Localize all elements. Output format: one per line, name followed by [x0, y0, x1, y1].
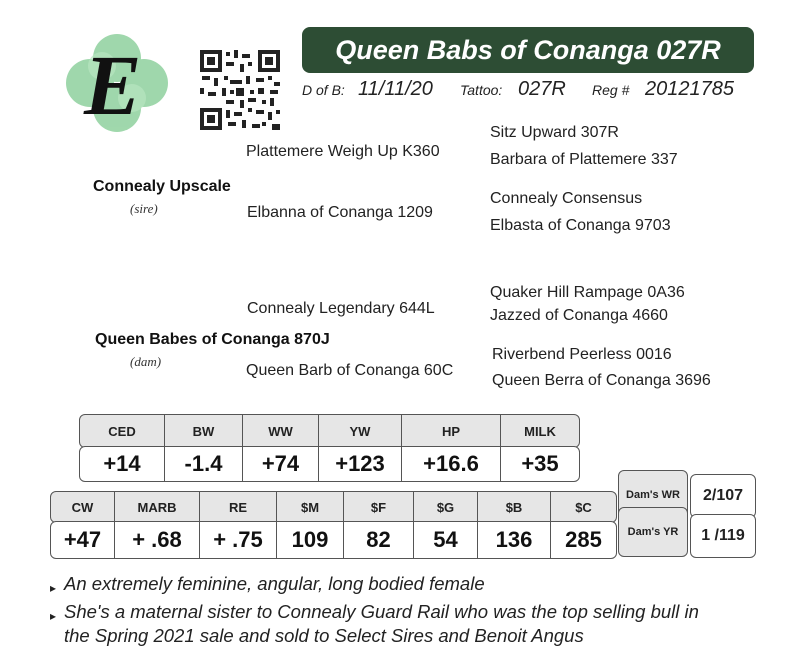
epd-header: MILK [524, 423, 556, 439]
pedigree-dam-role: (dam) [130, 354, 162, 369]
pedigree-sire: Connealy Upscale [93, 178, 231, 195]
epd-header: $G [414, 492, 478, 522]
epd-header: MARB [115, 492, 200, 522]
epd-header: $M [277, 492, 344, 522]
note-text: She's a maternal sister to Connealy Guard Rail who was the top selling bull in the Spring 2021 sale and sold to Select Sires and Benoit Angus [64, 601, 699, 646]
tattoo-label: Tattoo: [460, 82, 503, 98]
epd-value: +47 [51, 522, 115, 558]
pedigree-ds-dam: Jazzed of Conanga 4660 [490, 307, 668, 324]
epd-row2-headers [50, 491, 617, 523]
pedigree-dd-sire: Riverbend Peerless 0016 [492, 346, 672, 363]
tattoo-value: 027R [518, 78, 566, 100]
pedigree-ss-sire: Sitz Upward 307R [490, 124, 619, 141]
epd-header: $B [478, 492, 551, 522]
pedigree-sd-sire: Connealy Consensus [490, 190, 643, 207]
qr-code-icon[interactable] [200, 50, 280, 130]
pedigree-sd-dam: Elbasta of Conanga 9703 [490, 217, 671, 234]
epd-row1-values [79, 446, 580, 482]
epd-header: YW [319, 415, 402, 447]
epd-value: +123 [319, 447, 402, 481]
reg-label: Reg # [592, 82, 630, 98]
epd-header: RE [200, 492, 277, 522]
bullet-arrow-icon: ▸ [50, 581, 57, 595]
epd-value: 109 [277, 522, 344, 558]
pedigree-dam: Queen Babes of Conanga 870J [95, 331, 330, 348]
animal-name-title: Queen Babs of Conanga 027R [302, 27, 754, 73]
epd-value: 82 [344, 522, 414, 558]
epd-value: +14 [80, 447, 165, 481]
pedigree-ds-sire: Quaker Hill Rampage 0A36 [490, 284, 685, 301]
reg-value: 20121785 [645, 78, 734, 100]
bullet-arrow-icon: ▸ [50, 609, 57, 623]
logo-letter: E [84, 37, 142, 133]
epd-header: $F [344, 492, 414, 522]
dob-label: D of B: [302, 82, 345, 98]
epd-value: +74 [243, 447, 319, 481]
epd-header: BW [165, 415, 243, 447]
note-text: An extremely feminine, angular, long bodied female [64, 573, 485, 594]
list-item [50, 572, 790, 600]
epd-value: -1.4 [165, 447, 243, 481]
epd-value: + .75 [200, 522, 277, 558]
pedigree-dam-sire: Connealy Legendary 644L [247, 300, 435, 317]
notes-list [50, 572, 790, 648]
epd-header: $C [575, 499, 592, 515]
pedigree-sire-sire: Plattemere Weigh Up K360 [246, 143, 440, 160]
epd-header: CED [80, 415, 165, 447]
epd-value: 136 [478, 522, 551, 558]
dams-wr-value: 2/107 [690, 474, 756, 518]
dob-value: 11/11/20 [358, 78, 433, 100]
pedigree-sire-role: (sire) [130, 201, 158, 216]
epd-row1-headers [79, 414, 580, 448]
pedigree-ss-dam: Barbara of Plattemere 337 [490, 151, 678, 168]
epd-header: WW [243, 415, 319, 447]
dams-yr-value: 1 /119 [690, 514, 756, 558]
pedigree-dam-dam: Queen Barb of Conanga 60C [246, 362, 454, 379]
epd-value: +35 [521, 451, 559, 476]
epd-value: +16.6 [402, 447, 501, 481]
epd-header: HP [402, 415, 501, 447]
pedigree-dd-dam: Queen Berra of Conanga 3696 [492, 372, 711, 389]
epd-value: + .68 [115, 522, 200, 558]
epd-row2-values [50, 521, 617, 559]
epd-value: 54 [414, 522, 478, 558]
pedigree-sire-dam: Elbanna of Conanga 1209 [247, 204, 433, 221]
epd-value: 285 [565, 527, 602, 552]
dams-wr-label: Dam's WR [618, 470, 688, 520]
dams-yr-label: Dam's YR [618, 507, 688, 557]
epd-header: CW [51, 492, 115, 522]
list-item [50, 600, 790, 648]
